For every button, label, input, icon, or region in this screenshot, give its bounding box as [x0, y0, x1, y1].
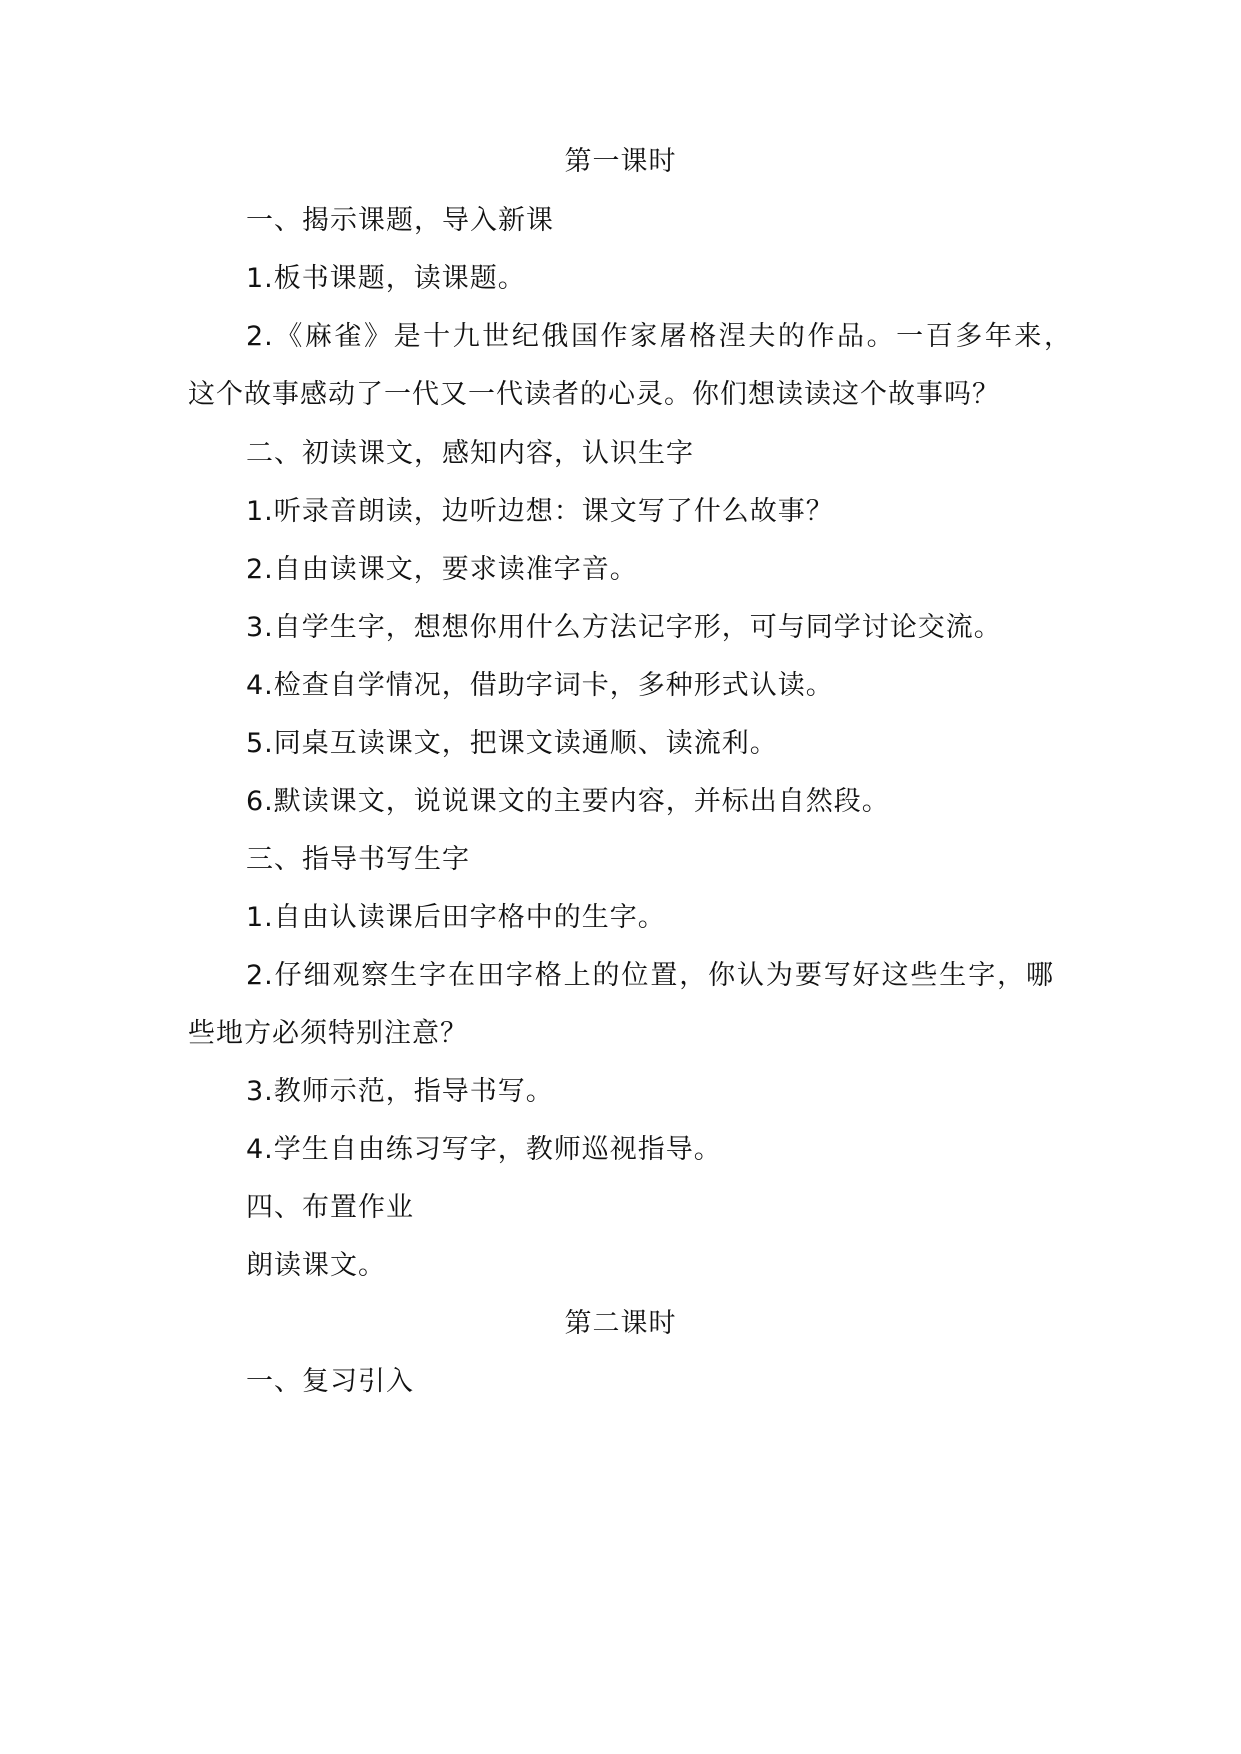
section3-item-4: 4.学生自由练习写字，教师巡视指导。	[246, 1134, 722, 1165]
section1-item-1: 1.板书课题，读课题。	[246, 263, 526, 294]
section3-item-1: 1.自由认读课后田字格中的生字。	[246, 902, 666, 933]
lesson2-title: 第二课时	[564, 1308, 677, 1339]
lesson2-section1-heading: 一、复习引入	[246, 1366, 414, 1397]
section1-heading: 一、揭示课题，导入新课	[246, 205, 554, 236]
section3-heading: 三、指导书写生字	[246, 844, 470, 875]
section4-heading: 四、布置作业	[246, 1192, 414, 1223]
section2-item-2: 2.自由读课文，要求读准字音。	[246, 554, 638, 585]
section2-item-3: 3.自学生字，想想你用什么方法记字形，可与同学讨论交流。	[246, 612, 1002, 643]
section2-heading: 二、初读课文，感知内容，认识生字	[246, 438, 694, 469]
section2-item-6: 6.默读课文，说说课文的主要内容，并标出自然段。	[246, 786, 890, 817]
section3-item-2-line-2: 些地方必须特别注意？	[188, 1018, 468, 1049]
section3-item-2-line-1: 2.仔细观察生字在田字格上的位置，你认为要写好这些生字，哪	[246, 960, 1054, 991]
section4-content: 朗读课文。	[246, 1250, 386, 1281]
lesson1-title: 第一课时	[564, 146, 677, 177]
section2-item-5: 5.同桌互读课文，把课文读通顺、读流利。	[246, 728, 778, 759]
section2-item-4: 4.检查自学情况，借助字词卡，多种形式认读。	[246, 670, 834, 701]
section1-item-2-line-1: 2.《麻雀》是十九世纪俄国作家屠格涅夫的作品。一百多年来，	[246, 321, 1072, 352]
section3-item-3: 3.教师示范，指导书写。	[246, 1076, 554, 1107]
section1-item-2-line-2: 这个故事感动了一代又一代读者的心灵。你们想读读这个故事吗？	[188, 379, 1000, 410]
section2-item-1: 1.听录音朗读，边听边想：课文写了什么故事？	[246, 496, 834, 527]
